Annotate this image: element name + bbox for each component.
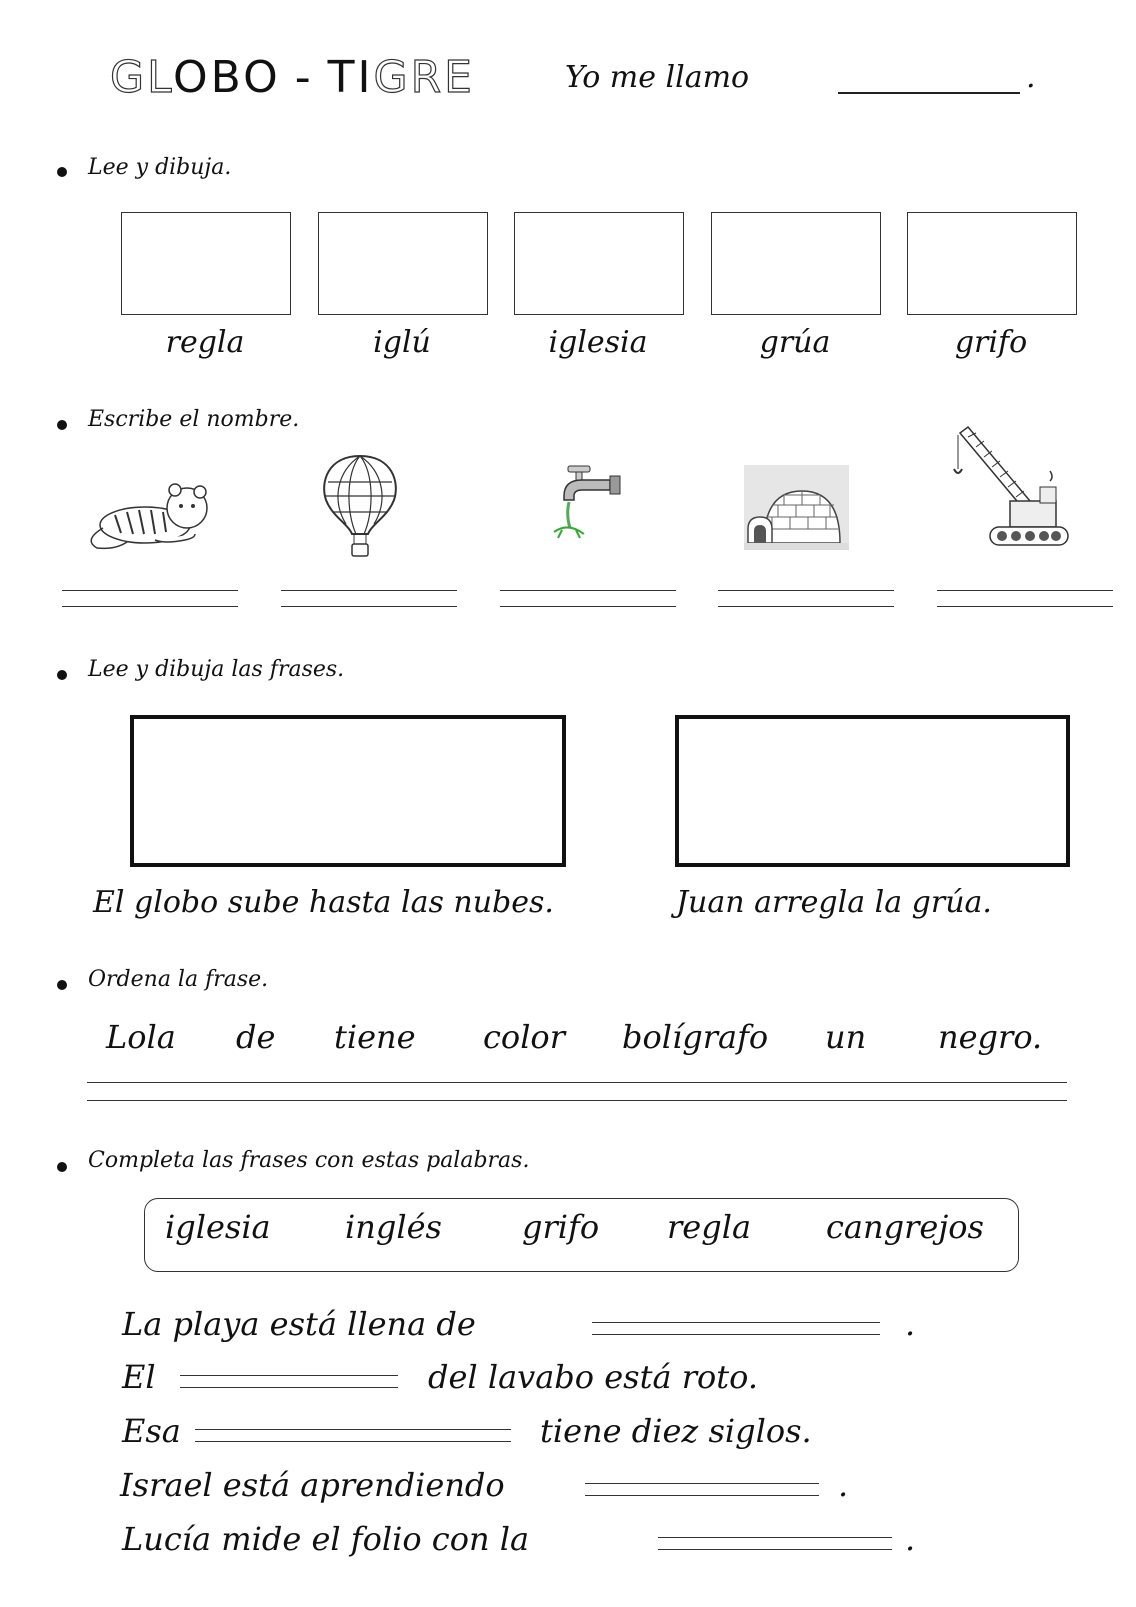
write-line[interactable] — [281, 606, 457, 607]
name-end-dot: . — [1026, 60, 1036, 95]
title-part2-solid: TI — [327, 52, 374, 103]
scrambled-word: de — [236, 1018, 276, 1056]
sentence-5-start: Lucía mide el folio con la — [122, 1520, 530, 1558]
write-line[interactable] — [718, 606, 894, 607]
sentence-4-start: Israel está aprendiendo — [120, 1466, 505, 1504]
faucet-icon — [538, 460, 628, 550]
write-line[interactable] — [937, 590, 1113, 591]
title-part1-solid: OBO — [173, 52, 281, 103]
worksheet-title — [110, 52, 475, 103]
scrambled-word: bolígrafo — [622, 1018, 769, 1056]
drawing-box-grifo[interactable] — [907, 212, 1077, 315]
scrambled-word: negro. — [938, 1018, 1043, 1056]
tiger-icon — [75, 470, 225, 555]
scrambled-word: tiene — [334, 1018, 416, 1056]
word-label: grúa — [759, 325, 831, 360]
hot-air-balloon-icon — [318, 452, 403, 562]
section3-instruction: Lee y dibuja las frases. — [88, 657, 345, 682]
name-label: Yo me llamo — [565, 60, 750, 95]
write-line[interactable] — [62, 606, 238, 607]
blank-line[interactable] — [585, 1483, 819, 1484]
blank-line[interactable] — [585, 1495, 819, 1496]
sentence-2-start: El — [122, 1358, 156, 1396]
title-part1-outline: GL — [110, 52, 174, 103]
scrambled-word: un — [825, 1018, 867, 1056]
sentence-3-end: tiene diez siglos. — [540, 1412, 812, 1450]
blank-line[interactable] — [180, 1387, 398, 1388]
answer-line[interactable] — [87, 1082, 1067, 1083]
sentence-4-end: . — [838, 1466, 849, 1504]
bullet-icon — [57, 1162, 67, 1172]
bank-word: inglés — [345, 1208, 442, 1246]
igloo-icon — [744, 465, 849, 550]
blank-line[interactable] — [658, 1549, 892, 1550]
blank-line[interactable] — [592, 1334, 880, 1335]
drawing-box-iglesia[interactable] — [514, 212, 684, 315]
phrase-1: El globo sube hasta las nubes. — [93, 885, 554, 920]
blank-line[interactable] — [180, 1375, 398, 1376]
write-line[interactable] — [937, 606, 1113, 607]
write-line[interactable] — [500, 590, 676, 591]
write-line[interactable] — [281, 590, 457, 591]
write-line[interactable] — [500, 606, 676, 607]
title-dash: - — [294, 52, 314, 103]
word-label: iglesia — [548, 325, 648, 360]
write-line[interactable] — [718, 590, 894, 591]
crane-icon — [950, 425, 1070, 555]
sentence-3-start: Esa — [122, 1412, 181, 1450]
blank-line[interactable] — [658, 1537, 892, 1538]
bank-word: cangrejos — [826, 1208, 984, 1246]
sentence-1-start: La playa está llena de — [122, 1305, 476, 1343]
section5-instruction: Completa las frases con estas palabras. — [88, 1148, 530, 1173]
bullet-icon — [57, 167, 67, 177]
write-line[interactable] — [62, 590, 238, 591]
section2-instruction: Escribe el nombre. — [88, 407, 300, 432]
blank-line[interactable] — [195, 1441, 511, 1442]
section1-instruction: Lee y dibuja. — [88, 155, 232, 180]
scrambled-word: Lola — [106, 1018, 176, 1056]
drawing-box-grua[interactable] — [711, 212, 881, 315]
sentence-2-end: del lavabo está roto. — [428, 1358, 758, 1396]
drawing-box-regla[interactable] — [121, 212, 291, 315]
bullet-icon — [57, 980, 67, 990]
blank-line[interactable] — [195, 1429, 511, 1430]
bank-word: regla — [667, 1208, 752, 1246]
bank-word: iglesia — [165, 1208, 271, 1246]
sentence-1-end: . — [905, 1305, 916, 1343]
bullet-icon — [57, 670, 67, 680]
sentence-5-end: . — [905, 1520, 916, 1558]
section4-instruction: Ordena la frase. — [88, 967, 269, 992]
word-label: iglú — [373, 325, 431, 360]
drawing-box-phrase-1[interactable] — [130, 715, 566, 867]
word-label: grifo — [954, 325, 1028, 360]
scrambled-word: color — [483, 1018, 565, 1056]
drawing-box-iglu[interactable] — [318, 212, 488, 315]
name-input-line[interactable] — [838, 92, 1020, 94]
phrase-2: Juan arregla la grúa. — [676, 885, 992, 920]
word-label: regla — [165, 325, 245, 360]
answer-line[interactable] — [87, 1100, 1067, 1101]
bank-word: grifo — [522, 1208, 600, 1246]
drawing-box-phrase-2[interactable] — [675, 715, 1070, 867]
blank-line[interactable] — [592, 1322, 880, 1323]
bullet-icon — [57, 420, 67, 430]
title-part2-outline: GRE — [373, 52, 475, 103]
